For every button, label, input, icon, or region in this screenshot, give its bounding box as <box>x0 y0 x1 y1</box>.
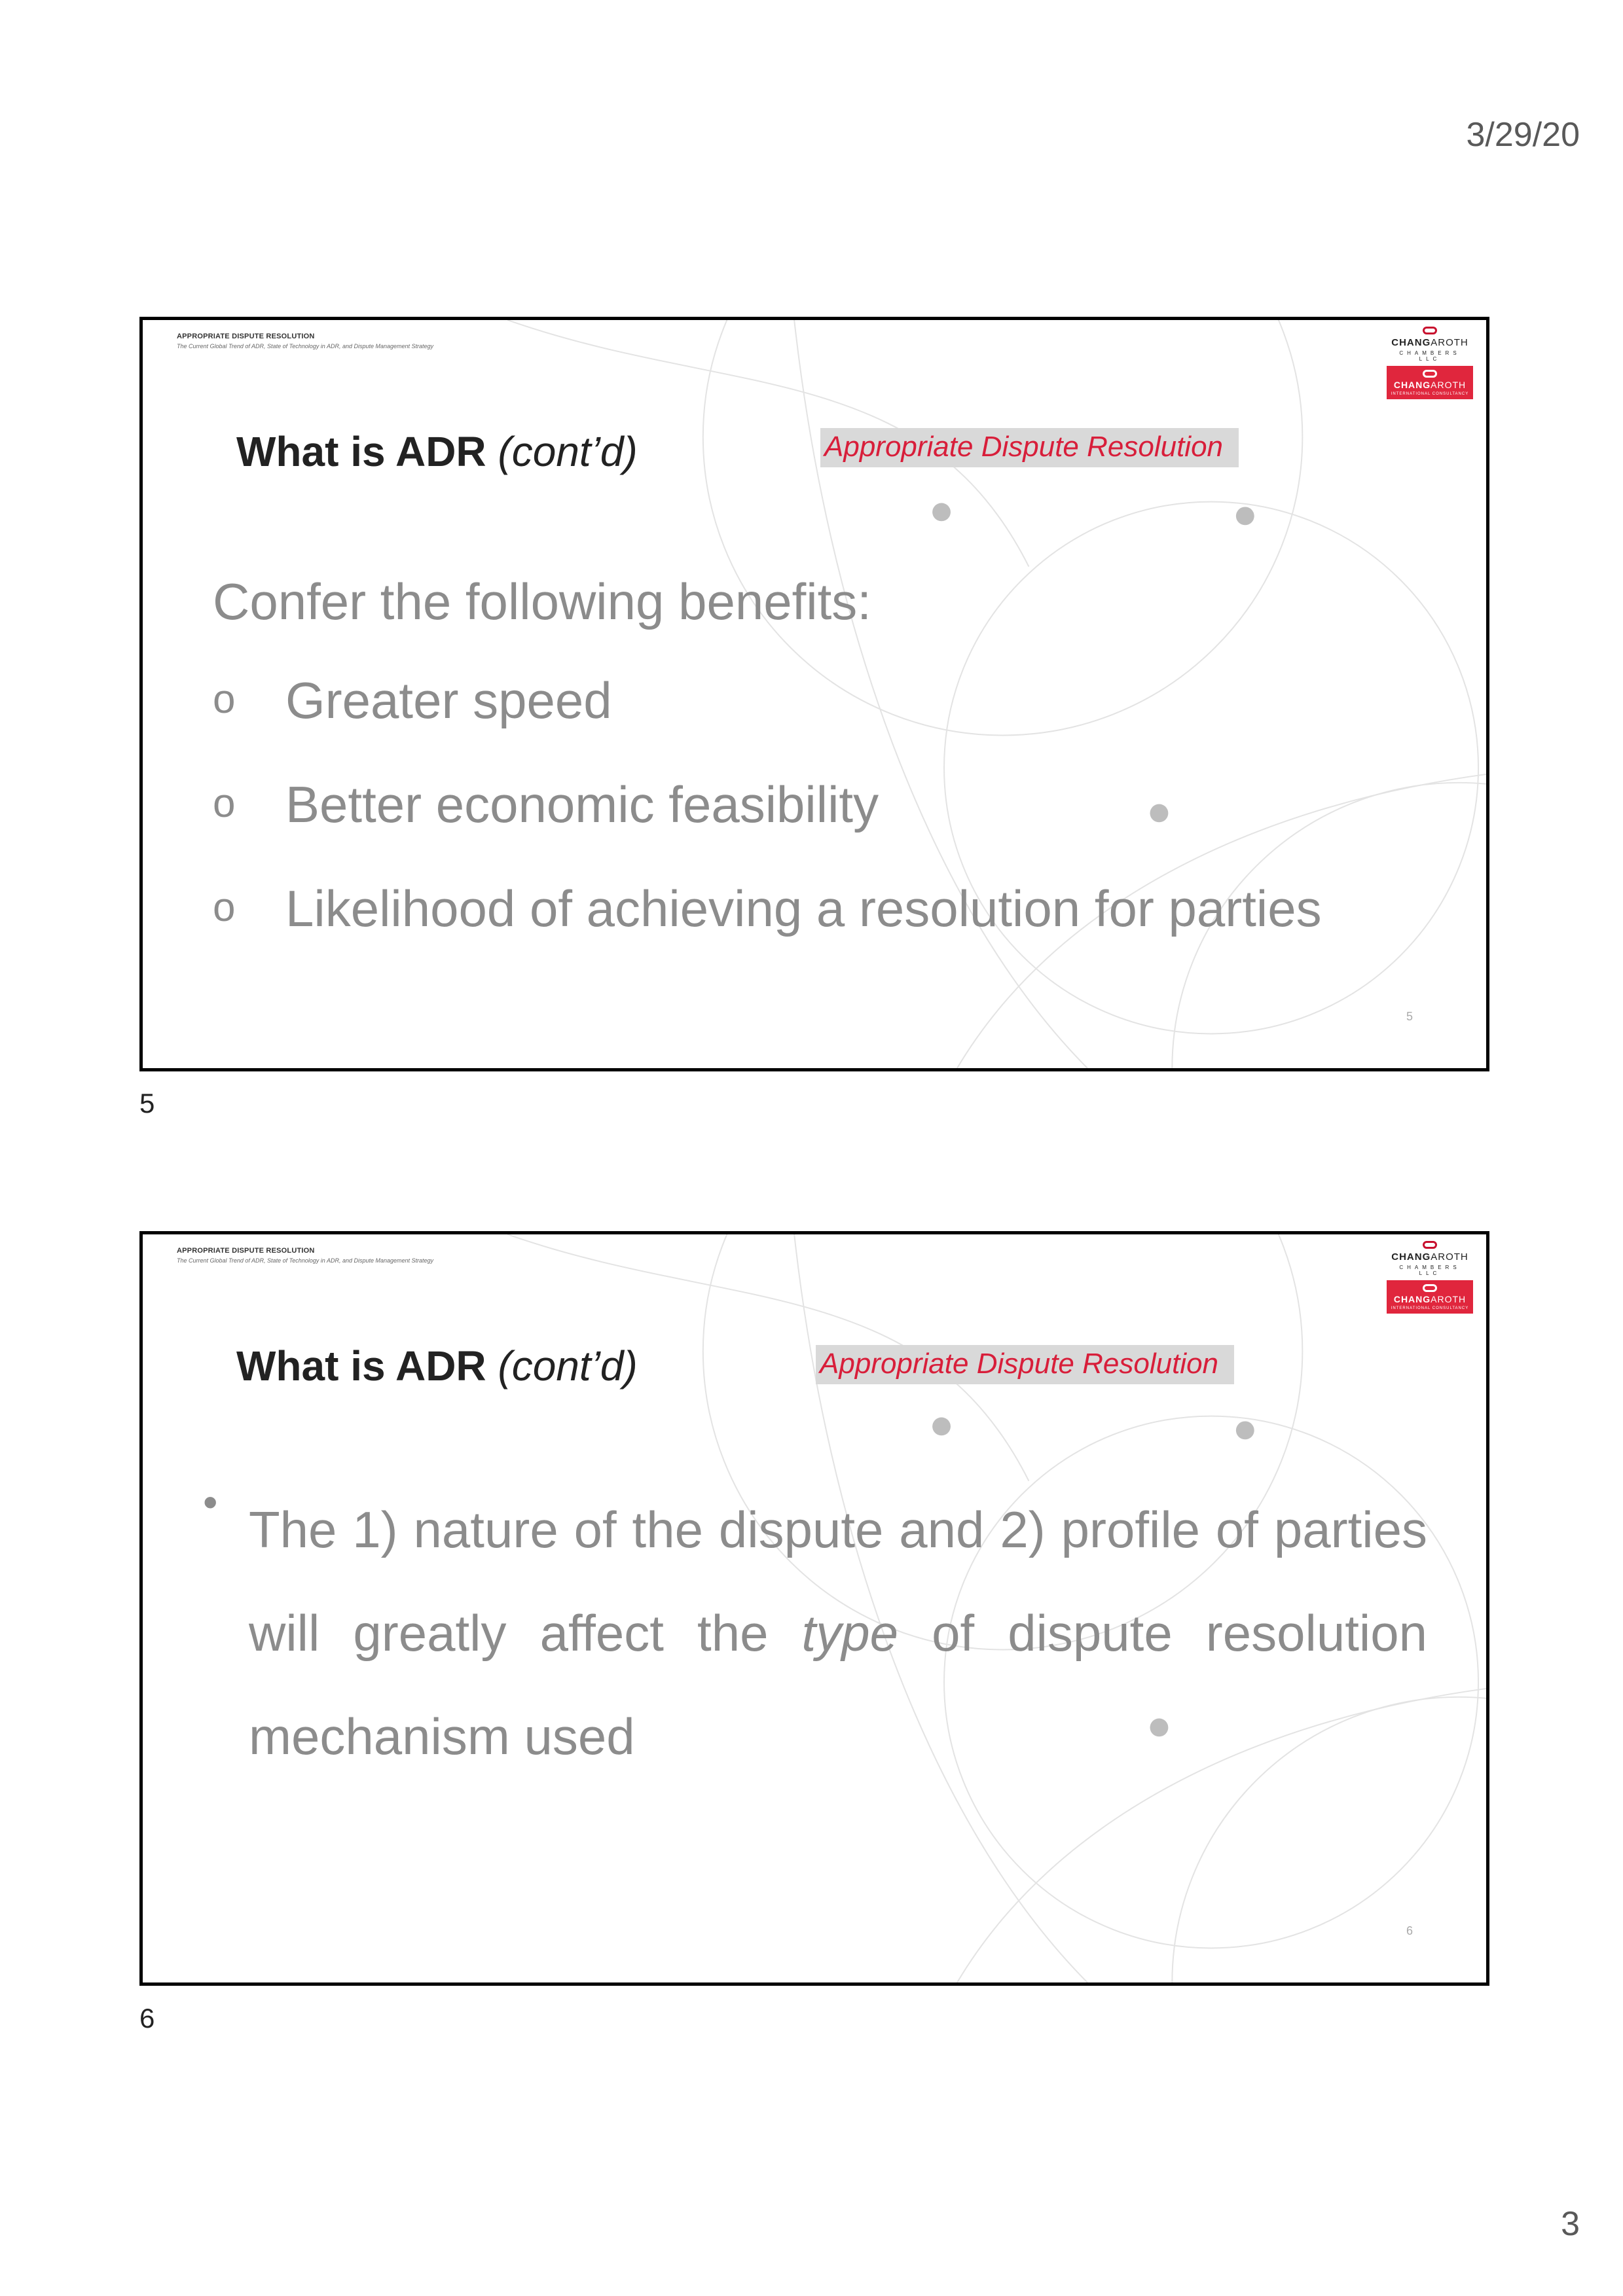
logo-subtitle: CHAMBERS LLC <box>1399 350 1461 362</box>
topic-tag: Appropriate Dispute Resolution <box>816 1345 1234 1384</box>
list-item-text: Likelihood of achieving a resolution for parties <box>285 880 1322 937</box>
paragraph-text <box>249 1478 1427 1788</box>
logo-red-box <box>1387 366 1473 399</box>
benefits-lead: Confer the following benefits: <box>213 573 871 630</box>
list-item-text: Greater speed <box>285 672 612 729</box>
slide-6 <box>139 1231 1489 1986</box>
company-logo <box>1387 1241 1473 1314</box>
slide-title-main: What is ADR <box>236 428 486 475</box>
logo-red-box <box>1387 1280 1473 1314</box>
slide-title-main: What is ADR <box>236 1342 486 1390</box>
bullet-dot-icon: • <box>203 1479 218 1526</box>
logo-box-name-light: AROTH <box>1431 1294 1467 1304</box>
paragraph-text-emphasis: type <box>801 1604 898 1662</box>
slide-header-subtitle: The Current Global Trend of ADR, State of Technology in ADR, and Dispute Management Strategy <box>177 1257 434 1264</box>
logo-name-light: AROTH <box>1431 337 1468 348</box>
paragraph-text-end: of dispute resolution mechanism used <box>249 1604 1427 1765</box>
slide-number: 5 <box>1406 1010 1413 1023</box>
logo-box-subtitle: INTERNATIONAL CONSULTANCY <box>1391 1306 1469 1310</box>
slide-title-suffix: (cont’d) <box>498 1342 638 1390</box>
bullet-mark-icon: o <box>213 885 236 930</box>
slide-caption: 5 <box>139 1088 155 1119</box>
slide-header-subtitle: The Current Global Trend of ADR, State of Technology in ADR, and Dispute Management Strategy <box>177 343 434 350</box>
bullet-mark-icon: o <box>213 677 236 722</box>
slide-title-suffix: (cont’d) <box>498 428 638 475</box>
company-logo <box>1387 327 1473 399</box>
logo-box-name-bold: CHANG <box>1393 1294 1431 1304</box>
slide-title <box>236 427 638 476</box>
topic-tag: Appropriate Dispute Resolution <box>820 428 1239 467</box>
logo-box-subtitle: INTERNATIONAL CONSULTANCY <box>1391 392 1469 396</box>
logo-name-bold: CHANG <box>1391 1251 1431 1263</box>
slide-title <box>236 1342 638 1390</box>
logo-name-bold: CHANG <box>1391 337 1431 348</box>
logo-name-light: AROTH <box>1431 1251 1468 1263</box>
bullet-mark-icon: o <box>213 781 236 826</box>
slide-caption: 6 <box>139 2003 155 2034</box>
logo-box-name-bold: CHANG <box>1393 380 1431 390</box>
logo-subtitle: CHAMBERS LLC <box>1399 1265 1461 1276</box>
logo-mark-icon <box>1423 370 1437 378</box>
logo-box-name-light: AROTH <box>1431 380 1467 390</box>
slide-header-title: APPROPRIATE DISPUTE RESOLUTION <box>177 332 315 340</box>
paragraph-text-start: The 1) nature of the dispute and 2) profile of parties will greatly affect the <box>249 1501 1427 1662</box>
page-number: 3 <box>1561 2205 1580 2243</box>
bullet-paragraph <box>203 1478 1427 1788</box>
list-item <box>213 879 1322 983</box>
list-item <box>213 775 1322 879</box>
slide-5 <box>139 317 1489 1071</box>
logo-mark-icon <box>1423 327 1437 334</box>
list-item-text: Better economic feasibility <box>285 776 879 833</box>
page-date: 3/29/20 <box>1466 116 1580 154</box>
logo-mark-icon <box>1423 1284 1437 1292</box>
benefits-list <box>213 671 1322 983</box>
slide-number: 6 <box>1406 1924 1413 1937</box>
slide-header-title: APPROPRIATE DISPUTE RESOLUTION <box>177 1247 315 1255</box>
logo-mark-icon <box>1423 1241 1437 1249</box>
list-item <box>213 671 1322 775</box>
